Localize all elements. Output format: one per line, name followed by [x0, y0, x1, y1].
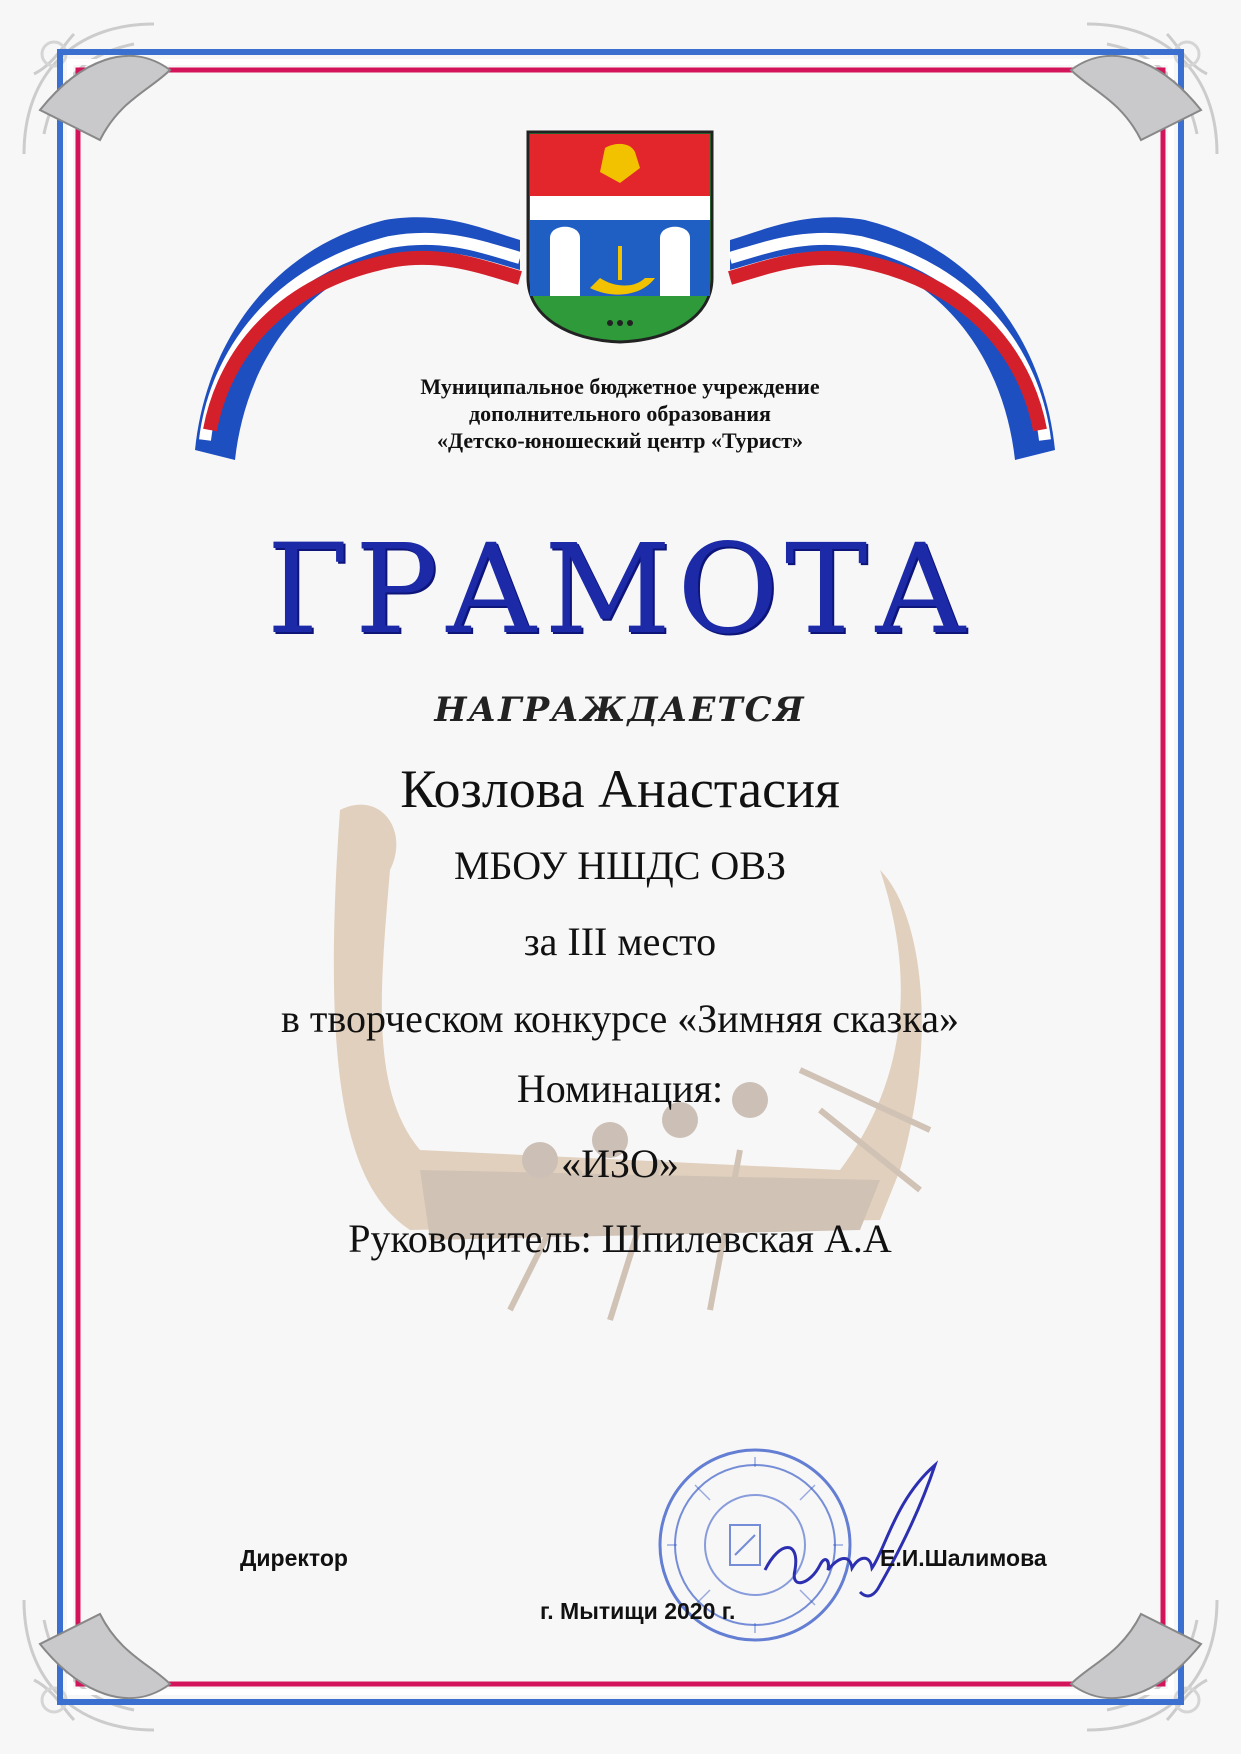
corner-ornament-icon — [14, 1590, 164, 1740]
corner-ornament-icon — [1077, 1590, 1227, 1740]
awarded-label: НАГРАЖДАЕТСЯ — [434, 690, 806, 730]
supervisor-text: Руководитель: Шпилевская А.А — [348, 1216, 892, 1261]
place-text: за III место — [523, 919, 717, 964]
org-name-line1: Муниципальное бюджетное учреждение — [420, 374, 820, 399]
director-name: Е.И.Шалимова — [880, 1545, 1047, 1571]
org-name-line2: дополнительного образования — [469, 401, 771, 426]
coat-of-arms-icon — [520, 128, 720, 346]
nomination-label: Номинация: — [516, 1066, 724, 1111]
signature-icon — [760, 1460, 950, 1610]
city-year: г. Мытищи 2020 г. — [540, 1598, 736, 1624]
nomination-value: «ИЗО» — [561, 1141, 679, 1186]
corner-ornament-icon — [1077, 14, 1227, 164]
corner-ornament-icon — [14, 14, 164, 164]
director-label: Директор — [240, 1545, 348, 1571]
org-name-line3: «Детско-юношеский центр «Турист» — [436, 428, 804, 453]
school-name: МБОУ НШДС ОВЗ — [453, 843, 787, 888]
contest-text: в творческом конкурсе «Зимняя сказка» — [281, 996, 959, 1041]
recipient-name: Козлова Анастасия — [400, 759, 840, 819]
certificate-title: ГРАМОТА — [266, 518, 974, 662]
